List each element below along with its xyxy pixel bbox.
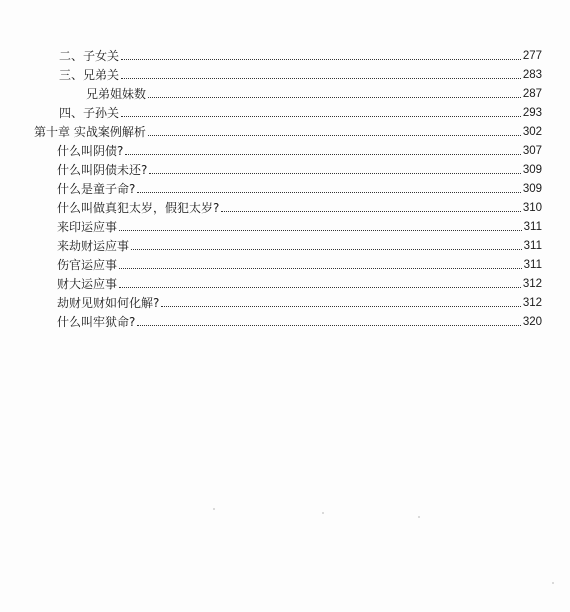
toc-entry-tai-sui[interactable] (57, 197, 542, 215)
toc-entry-title: 二、子女关 (59, 49, 120, 63)
scan-speck (213, 508, 215, 510)
toc-dot-leader (148, 97, 521, 98)
toc-entry-title: 来印运应事 (57, 220, 118, 234)
toc-entry-yin-debt[interactable] (57, 140, 542, 158)
toc-entry-laoyu-ming[interactable] (57, 311, 542, 329)
toc-page-number: 310 (522, 202, 542, 214)
toc-dot-leader (119, 230, 522, 231)
toc-page-number: 283 (522, 69, 542, 81)
toc-entry-jiecai-yun[interactable] (57, 235, 542, 253)
scan-speck (418, 516, 420, 518)
toc-dot-leader (119, 268, 522, 269)
toc-dot-leader (221, 211, 520, 212)
scan-speck (322, 512, 324, 514)
toc-page-number: 309 (522, 164, 542, 176)
toc-entry-title: 来劫财运应事 (57, 239, 130, 253)
toc-page-number: 312 (522, 297, 542, 309)
toc-entry-title: 财大运应事 (57, 277, 118, 291)
toc-entry-title: 什么叫牢狱命? (57, 315, 136, 329)
toc-page-number: 311 (523, 259, 542, 271)
toc-page-number: 320 (522, 316, 542, 328)
toc-entry-title: 兄弟姐妹数 (86, 87, 147, 101)
scan-speck (552, 582, 554, 584)
toc-entry-title: 劫财见财如何化解? (57, 296, 160, 310)
toc-dot-leader (121, 116, 521, 117)
toc-entry-section-2[interactable] (59, 45, 542, 63)
toc-entry-title: 什么叫阴债未还? (57, 163, 148, 177)
toc-page-number: 293 (522, 107, 542, 119)
toc-entry-section-4[interactable] (59, 102, 542, 120)
toc-entry-jiecai-jiancai[interactable] (57, 292, 542, 310)
toc-dot-leader (161, 306, 520, 307)
toc-entry-title: 什么叫做真犯太岁，假犯太岁? (57, 201, 220, 215)
toc-entry-shangguan-yun[interactable] (57, 254, 542, 272)
toc-entry-title: 三、兄弟关 (59, 68, 120, 82)
toc-entry-title: 什么是童子命? (57, 182, 136, 196)
toc-entry-subsection[interactable] (86, 83, 542, 101)
toc-dot-leader (119, 287, 521, 288)
toc-page-number: 307 (522, 145, 542, 157)
toc-dot-leader (125, 154, 520, 155)
toc-entry-tongzi-ming[interactable] (57, 178, 542, 196)
toc-entry-title: 什么叫阴债? (57, 144, 124, 158)
toc-page-number: 312 (522, 278, 542, 290)
toc-page-number: 311 (523, 221, 542, 233)
toc-dot-leader (137, 325, 520, 326)
toc-entry-section-3[interactable] (59, 64, 542, 82)
toc-entry-title: 伤官运应事 (57, 258, 118, 272)
toc-dot-leader (148, 135, 521, 136)
toc-entry-yin-yun[interactable] (57, 216, 542, 234)
toc-page-number: 311 (523, 240, 542, 252)
toc-dot-leader (121, 59, 521, 60)
toc-entry-cai-dayun[interactable] (57, 273, 542, 291)
toc-dot-leader (149, 173, 520, 174)
toc-entry-title: 四、子孙关 (59, 106, 120, 120)
toc-entry-chapter-10[interactable] (34, 121, 542, 139)
toc-page-number: 277 (522, 50, 542, 62)
toc-dot-leader (121, 78, 521, 79)
toc-page-number: 287 (522, 88, 542, 100)
toc-page-number: 302 (522, 126, 542, 138)
toc-dot-leader (137, 192, 520, 193)
toc-dot-leader (131, 249, 522, 250)
toc-entry-yin-debt-unpaid[interactable] (57, 159, 542, 177)
toc-chapter-title: 第十章 实战案例解析 (34, 125, 146, 139)
toc-page-number: 309 (522, 183, 542, 195)
